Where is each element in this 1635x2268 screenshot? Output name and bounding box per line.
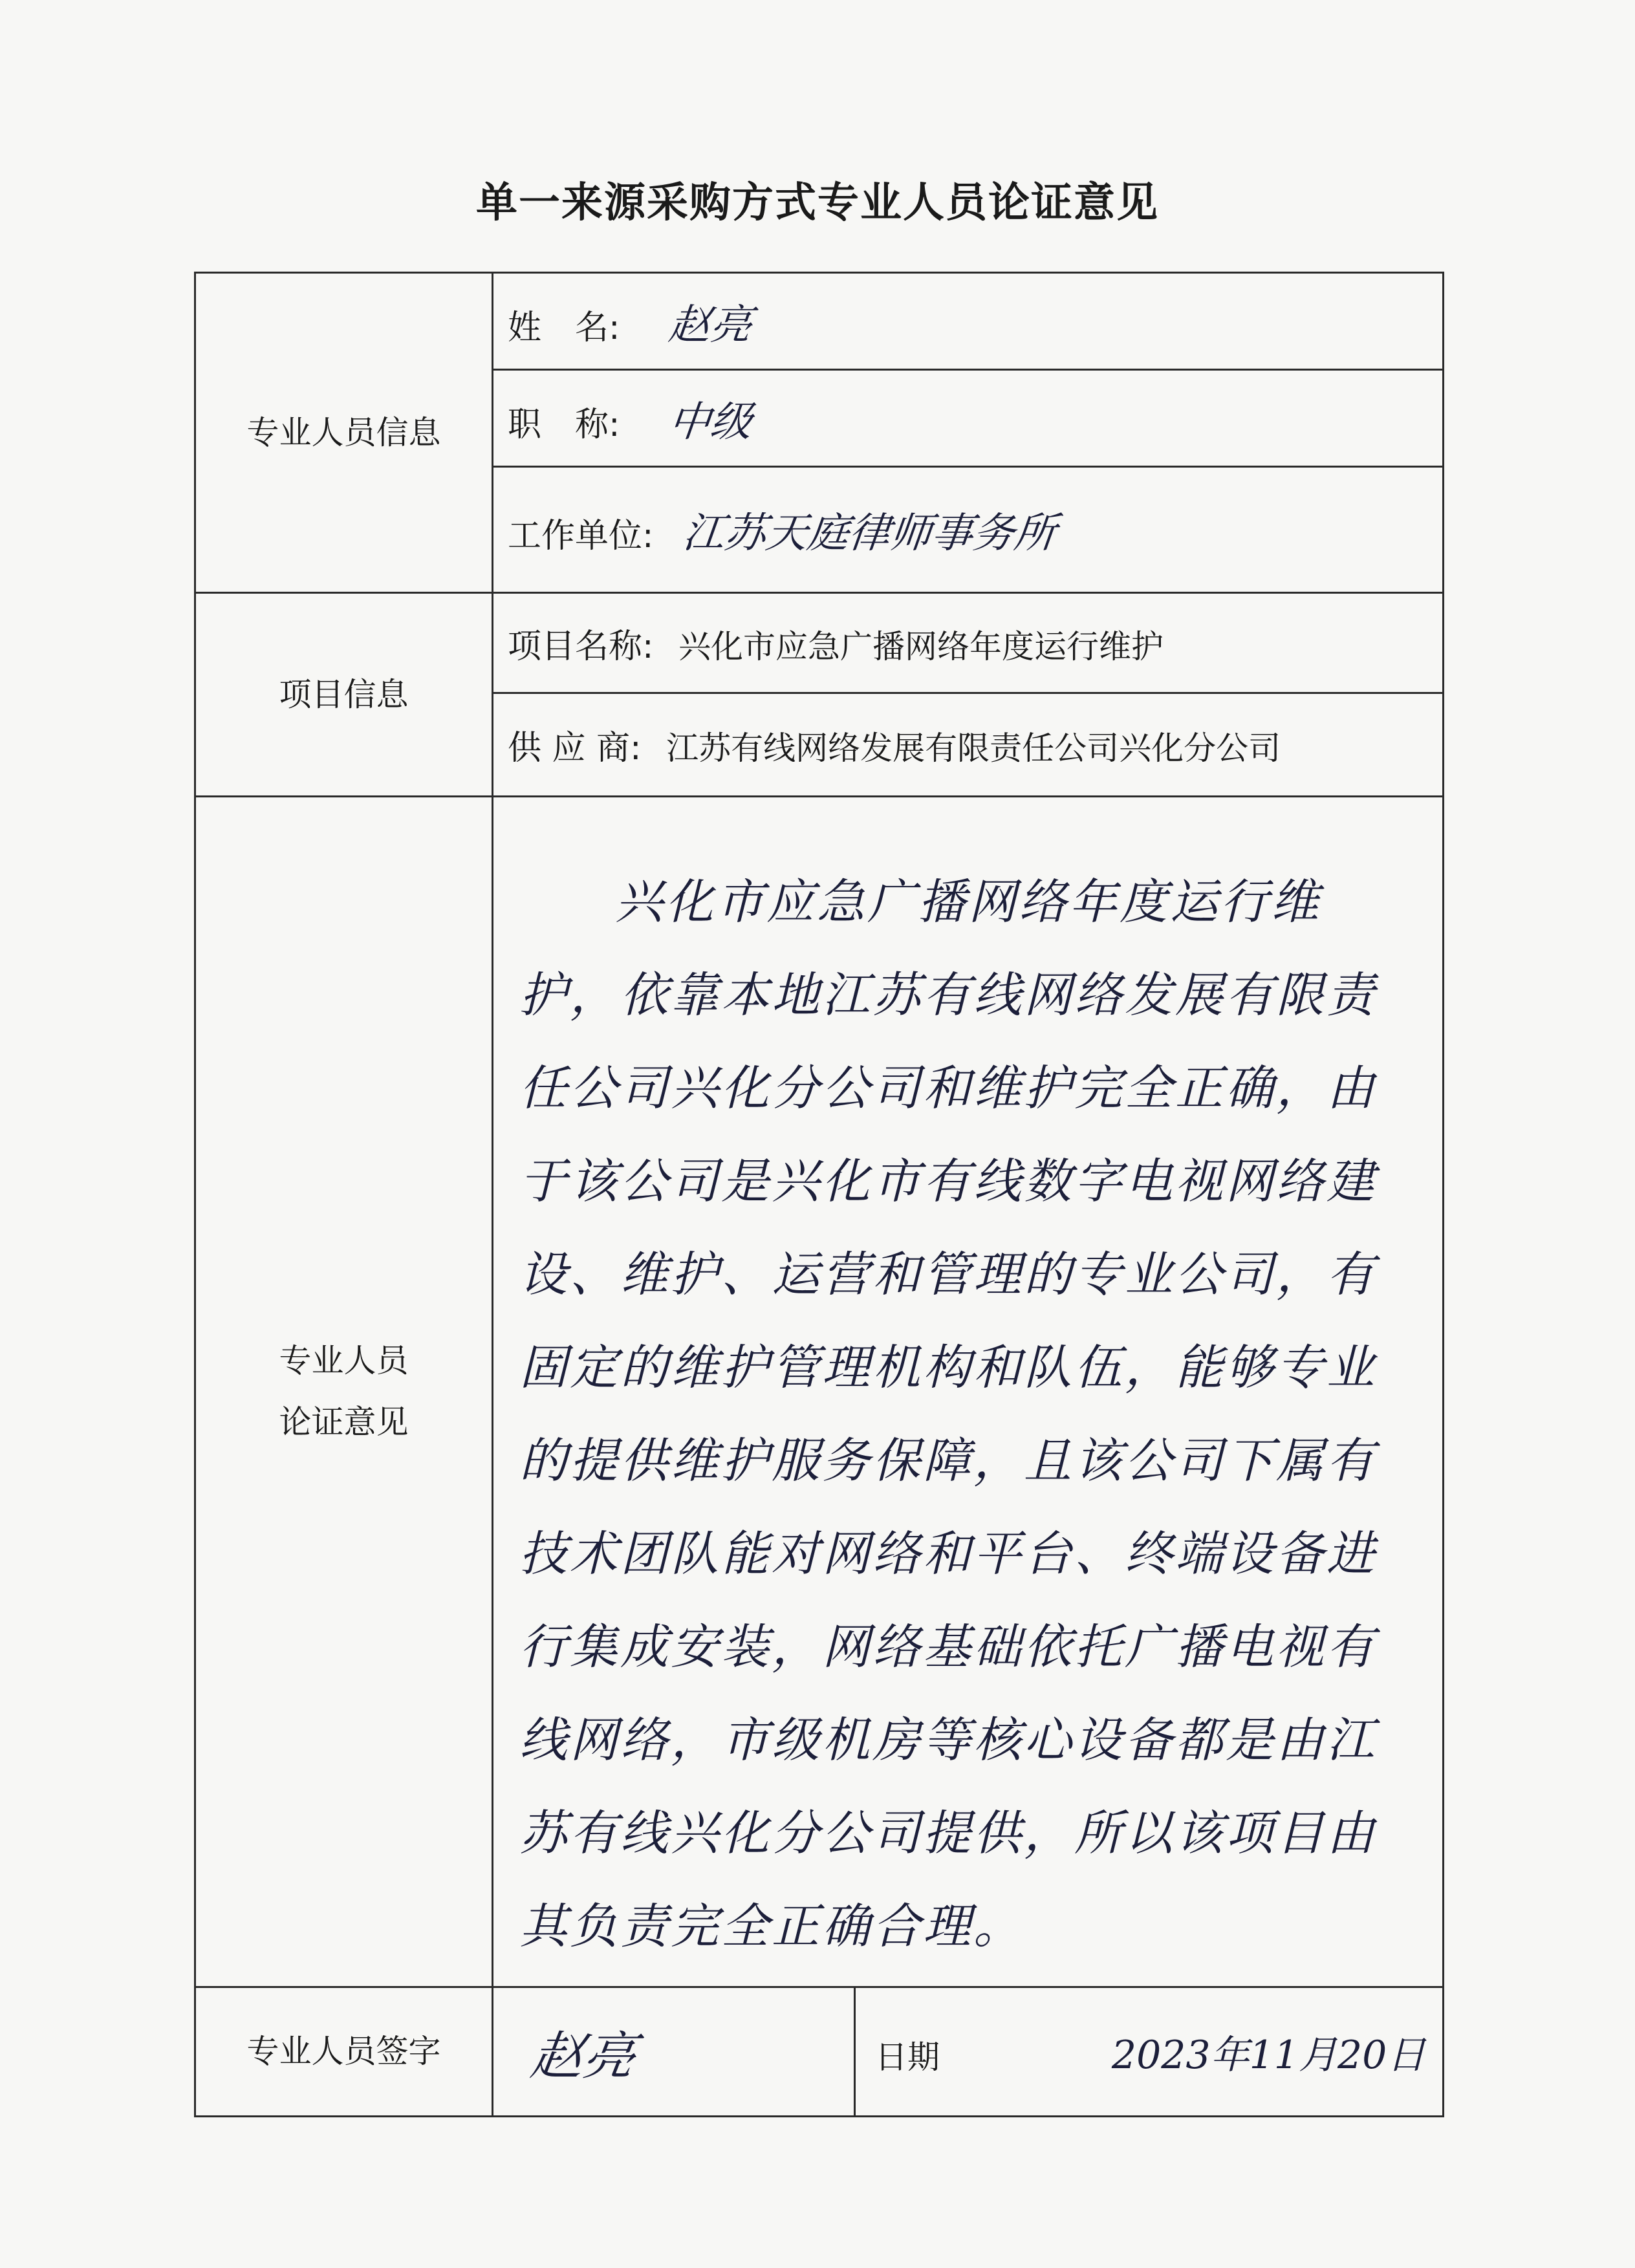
name-label: 姓 名: <box>508 308 620 347</box>
signature-section: 专业人员签字 <box>195 1987 493 2117</box>
signature-value: 赵亮 <box>527 2026 640 2086</box>
name-field <box>493 273 1444 370</box>
title-label: 职 称: <box>508 405 620 444</box>
document-title: 单一来源采购方式专业人员论证意见 <box>476 178 1159 227</box>
project-info-section: 项目信息 <box>195 593 493 797</box>
date-cell <box>855 1987 1444 2117</box>
date-value: 2023年11月20日 <box>1111 2032 1426 2078</box>
project-name-field <box>493 593 1444 693</box>
opinion-cell <box>493 797 1444 1987</box>
title-value: 中级 <box>666 398 755 446</box>
opinion-section-line2: 论证意见 <box>279 1403 409 1441</box>
project-name-label: 项目名称: <box>508 627 654 666</box>
personnel-info-section: 专业人员信息 <box>195 273 493 593</box>
supplier-field <box>493 693 1444 797</box>
title-field <box>493 370 1444 467</box>
signature-cell <box>493 1987 855 2117</box>
form-table <box>194 272 1444 2117</box>
supplier-value: 江苏有线网络发展有限责任公司兴化分公司 <box>666 729 1281 767</box>
opinion-section <box>195 797 493 1987</box>
unit-value: 江苏天庭律师事务所 <box>680 510 1059 557</box>
supplier-label: 供 应 商: <box>508 729 642 768</box>
project-name-value: 兴化市应急广播网络年度运行维护 <box>678 627 1164 665</box>
unit-field <box>493 467 1444 593</box>
opinion-section-line1: 专业人员 <box>279 1342 409 1379</box>
name-value: 赵亮 <box>666 301 755 349</box>
date-label: 日期 <box>875 2038 940 2076</box>
unit-label: 工作单位: <box>508 517 654 556</box>
opinion-text: 兴化市应急广播网络年度运行维护，依靠本地江苏有线网络发展有限责任公司兴化分公司和维护完全正确，由于该公司是兴化市有线数字电视网络建设、维护、运营和管理的专业公司，有固定的维护管理机构和队伍，能够专业的提供维护服务保障，且该公司下属有技术团队能对网络和平台、终端设备进行集成安装，网络基础依托广播电视有线网络，市级机房等核心设备都是由江苏有线兴化分公司提供，所以该项目由其负责完全正确合理。 <box>519 874 1377 1954</box>
